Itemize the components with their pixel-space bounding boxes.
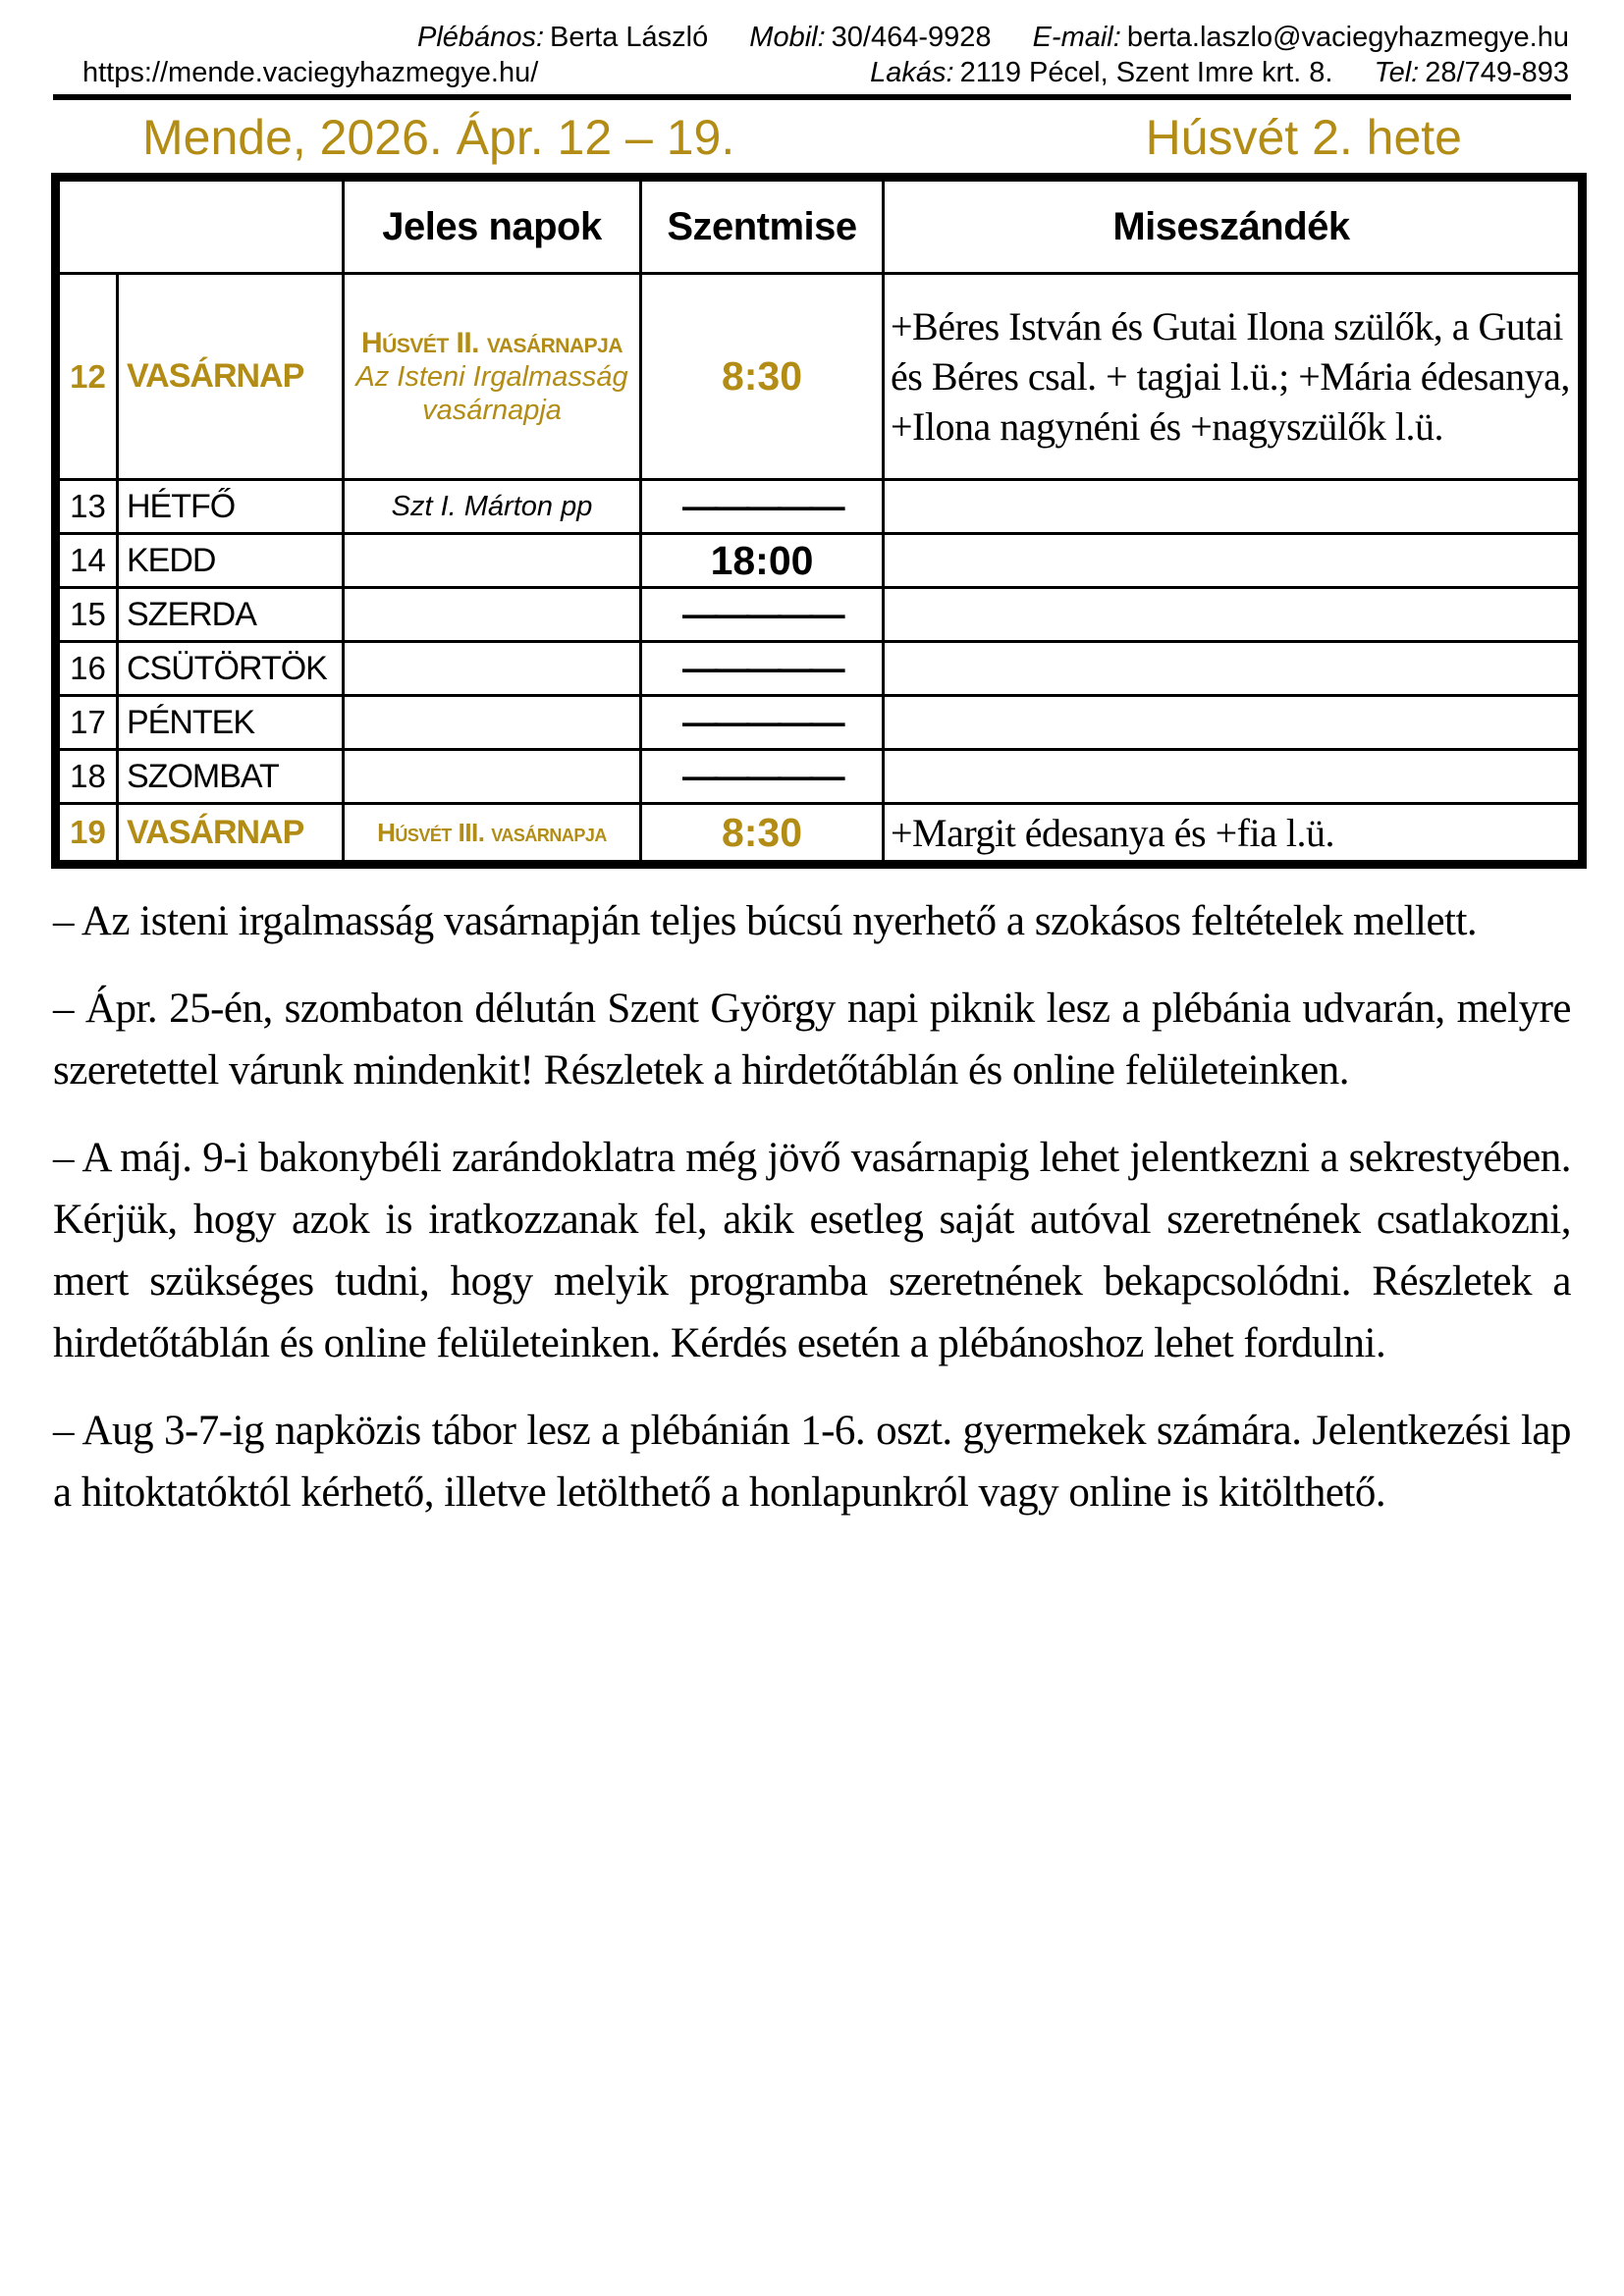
schedule-row-17 bbox=[56, 696, 1583, 750]
schedule-row-19 bbox=[56, 804, 1583, 865]
website-url: https://mende.vaciegyhazmegye.hu/ bbox=[82, 57, 539, 88]
feast-title: Húsvét III. vasárnapja bbox=[377, 818, 607, 847]
mass-time-cell: ————— bbox=[641, 750, 884, 804]
day-number-cell: 19 bbox=[56, 804, 118, 865]
schedule-row-15 bbox=[56, 588, 1583, 642]
mobile-number: 30/464-9928 bbox=[831, 22, 992, 53]
day-name-cell: VASÁRNAP bbox=[118, 274, 344, 480]
day-name-cell: CSÜTÖRTÖK bbox=[118, 642, 344, 696]
mass-time-cell: 18:00 bbox=[641, 534, 884, 588]
email-group bbox=[1033, 22, 1569, 53]
email-label: E-mail: bbox=[1032, 22, 1121, 53]
mass-time-cell: 8:30 bbox=[641, 274, 884, 480]
feast-cell bbox=[344, 274, 641, 480]
schedule-row-18 bbox=[56, 750, 1583, 804]
home-address: 2119 Pécel, Szent Imre krt. 8. bbox=[959, 57, 1333, 88]
day-number-cell: 18 bbox=[56, 750, 118, 804]
intention-cell bbox=[884, 588, 1583, 642]
intention-cell bbox=[884, 480, 1583, 534]
feast-cell bbox=[344, 642, 641, 696]
page-title: Mende, 2026. Ápr. 12 – 19. bbox=[142, 110, 735, 165]
intention-header-cell: Miseszándék bbox=[884, 178, 1583, 274]
day-name-cell: SZERDA bbox=[118, 588, 344, 642]
intention-cell bbox=[884, 534, 1583, 588]
email-address: berta.laszlo@vaciegyhazmegye.hu bbox=[1126, 22, 1569, 53]
mass-time-cell: ————— bbox=[641, 642, 884, 696]
day-name-cell: HÉTFŐ bbox=[118, 480, 344, 534]
feast-cell bbox=[344, 750, 641, 804]
intention-cell bbox=[884, 696, 1583, 750]
day-name-cell: PÉNTEK bbox=[118, 696, 344, 750]
pastor-group bbox=[417, 22, 708, 53]
mass-time-cell: 8:30 bbox=[641, 804, 884, 865]
home-label: Lakás: bbox=[870, 57, 954, 88]
mobile-label: Mobil: bbox=[749, 22, 826, 53]
feast-title: Húsvét II. vasárnapja bbox=[361, 326, 623, 359]
day-number-cell: 14 bbox=[56, 534, 118, 588]
tel-label: Tel: bbox=[1374, 57, 1420, 88]
announcements-section bbox=[53, 890, 1571, 1523]
home-group bbox=[870, 57, 1332, 88]
schedule-row-12 bbox=[56, 274, 1583, 480]
intention-cell bbox=[884, 750, 1583, 804]
announcement-paragraph: – Aug 3-7-ig napközis tábor lesz a plébánián 1-6. oszt. gyermekek számára. Jelentkezési lap a hitoktatóktól kérhető, illetve letölthető a honlapunkról vagy online is kitölthető. bbox=[53, 1408, 1571, 1516]
feast-note: Szt I. Márton pp bbox=[391, 490, 593, 522]
mass-time-cell: ————— bbox=[641, 588, 884, 642]
contact-line-2 bbox=[0, 55, 1624, 90]
intention-cell: +Béres István és Gutai Ilona szülők, a Gutai és Béres csal. + tagjai l.ü.; +Mária édesanya, +Ilona nagynéni és +nagyszülők l.ü. bbox=[884, 274, 1583, 480]
feast-cell bbox=[344, 534, 641, 588]
day-name-cell: SZOMBAT bbox=[118, 750, 344, 804]
feast-cell bbox=[344, 588, 641, 642]
announcement-paragraph: – A máj. 9-i bakonybéli zarándoklatra még jövő vasárnapig lehet jelentkezni a sekrestyében. Kérjük, hogy azok is iratkozzanak fel, akik esetleg saját autóval szeretnének csatlakozni, mert szükséges tudni, hogy melyik programba szeretnének bekapcsolódni. Részletek a hirdetőtáblán és online felületeinken. Kérdés esetén a plébánoshoz lehet fordulni. bbox=[53, 1135, 1571, 1366]
schedule-row-14 bbox=[56, 534, 1583, 588]
day-name-cell: VASÁRNAP bbox=[118, 804, 344, 865]
pastor-name: Berta László bbox=[550, 22, 709, 53]
feast-subtitle: Az Isteni Irgalmasság vasárnapja bbox=[355, 360, 628, 426]
tel-group bbox=[1375, 57, 1569, 88]
announcement-paragraph: – Az isteni irgalmasság vasárnapján teljes búcsú nyerhető a szokásos feltételek mellett. bbox=[53, 898, 1478, 944]
feast-cell bbox=[344, 696, 641, 750]
mass-header-cell: Szentmise bbox=[641, 178, 884, 274]
announcement-paragraph: – Ápr. 25-én, szombaton délután Szent György napi piknik lesz a plébánia udvarán, melyre szeretettel várunk mindenkit! Részletek a hirdetőtáblán és online felületeinken. bbox=[53, 986, 1571, 1094]
day-number-cell: 13 bbox=[56, 480, 118, 534]
schedule-row-13 bbox=[56, 480, 1583, 534]
mass-time-cell: ————— bbox=[641, 480, 884, 534]
title-row bbox=[0, 100, 1624, 173]
tel-number: 28/749-893 bbox=[1425, 57, 1569, 88]
day-number-cell: 12 bbox=[56, 274, 118, 480]
day-header-cell bbox=[56, 178, 344, 274]
pastor-label: Plébános: bbox=[417, 22, 545, 53]
mass-schedule-table bbox=[51, 173, 1587, 869]
feast-cell bbox=[344, 480, 641, 534]
day-number-cell: 15 bbox=[56, 588, 118, 642]
day-name-cell: KEDD bbox=[118, 534, 344, 588]
table-header-row bbox=[56, 178, 1583, 274]
intention-cell bbox=[884, 642, 1583, 696]
week-title: Húsvét 2. hete bbox=[1145, 110, 1462, 165]
address-group bbox=[870, 55, 1569, 90]
schedule-row-16 bbox=[56, 642, 1583, 696]
mass-time-cell: ————— bbox=[641, 696, 884, 750]
feast-cell bbox=[344, 804, 641, 865]
day-number-cell: 17 bbox=[56, 696, 118, 750]
mobile-group bbox=[749, 22, 991, 53]
feast-header-cell: Jeles napok bbox=[344, 178, 641, 274]
day-number-cell: 16 bbox=[56, 642, 118, 696]
intention-cell: +Margit édesanya és +fia l.ü. bbox=[884, 804, 1583, 865]
contact-line-1 bbox=[0, 20, 1624, 55]
